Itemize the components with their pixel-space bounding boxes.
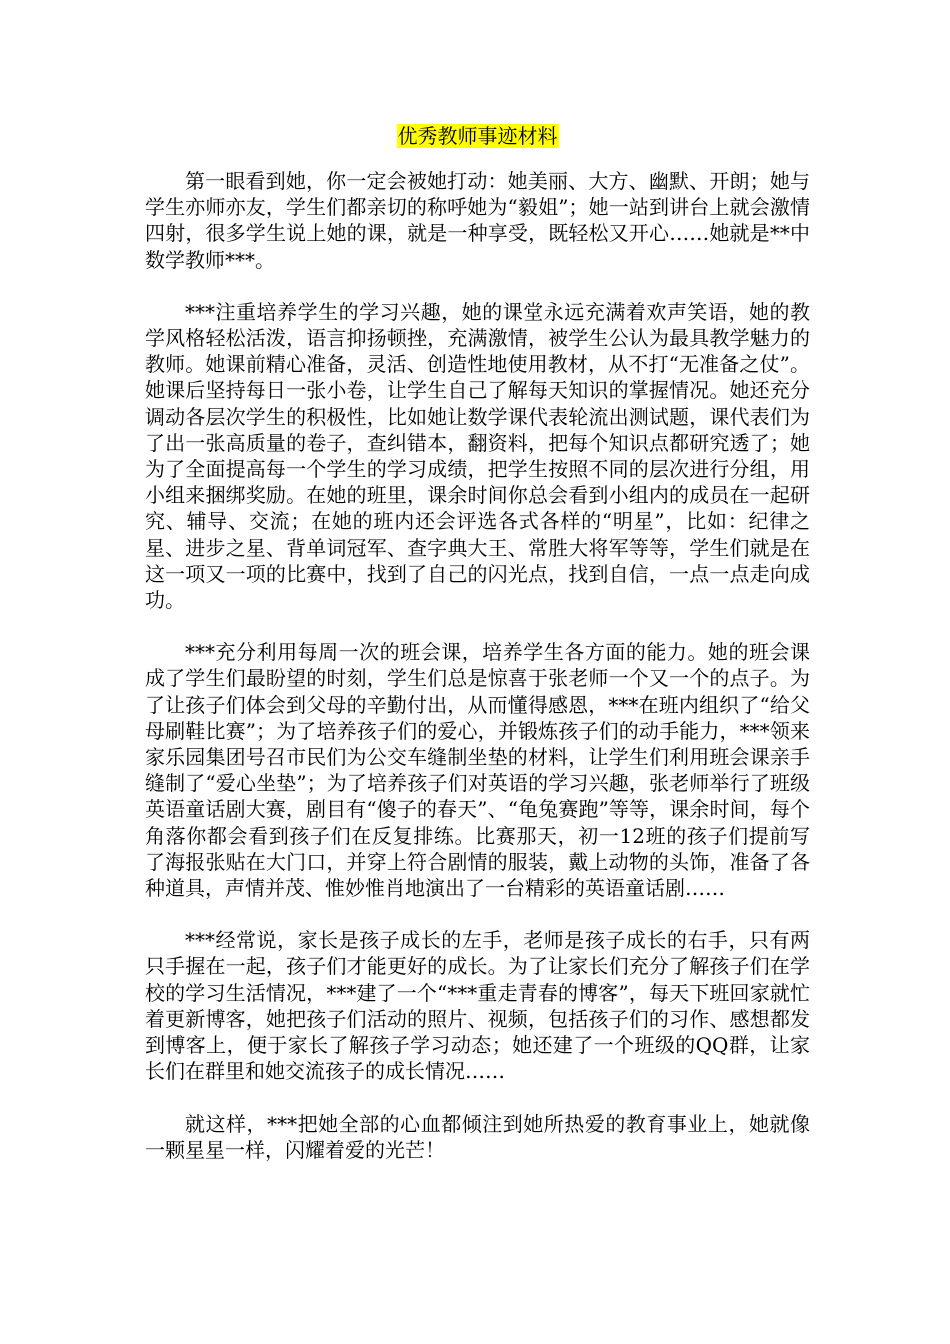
paragraph-teaching: ***注重培养学生的学习兴趣，她的课堂永远充满着欢声笑语，她的教学风格轻松活泼，语言抑扬顿挫，充满激情，被学生公认为最具教学魅力的教师。她课前精心准备，灵活、创造性地使用教材，从不打“无准备之仗”。她课后坚持每日一张小卷，让学生自己了解每天知识的掌握情况。她还充分调动各层次学生的积极性，比如她让数学课代表轮流出测试题，课代表们为了出一张高质量的卷子，查纠错本，翻资料，把每个知识点都研究透了；她为了全面提高每一个学生的学习成绩，把学生按照不同的层次进行分组，用小组来捆绑奖励。在她的班里，课余时间你总会看到小组内的成员在一起研究、辅导、交流；在她的班内还会评选各式各样的“明星”，比如：纪律之星、进步之星、背单词冠军、查字典大王、常胜大将军等等，学生们就是在这一项又一项的比赛中，找到了自己的闪光点，找到自信，一点一点走向成功。: [145, 299, 810, 613]
paragraph-conclusion: 就这样，***把她全部的心血都倾注到她所热爱的教育事业上，她就像一颗星星一样，闪耀着爱的光芒！: [145, 1111, 810, 1162]
paragraph-parents: ***经常说，家长是孩子成长的左手，老师是孩子成长的右手，只有两只手握在一起，孩子们才能更好的成长。为了让家长们充分了解孩子们在学校的学习生活情况，***建了一个“***重走青春的博客”，每天下班回家就忙着更新博客，她把孩子们活动的照片、视频，包括孩子们的习作、感想都发到博客上，便于家长了解孩子学习动态；她还建了一个班级的QQ群，让家长们在群里和她交流孩子的成长情况……: [145, 928, 810, 1084]
title-block: [145, 121, 810, 151]
paragraph-intro: 第一眼看到她，你一定会被她打动：她美丽、大方、幽默、开朗；她与学生亦师亦友，学生们都亲切的称呼她为“毅姐”；她一站到讲台上就会激情四射，很多学生说上她的课，就是一种享受，既轻松又开心……她就是**中数学教师***。: [145, 169, 810, 272]
paragraph-class-meeting: ***充分利用每周一次的班会课，培养学生各方面的能力。她的班会课成了学生们最盼望的时刻，学生们总是惊喜于张老师一个又一个的点子。为了让孩子们体会到父母的辛勤付出，从而懂得感恩，***在班内组织了“给父母刷鞋比赛”；为了培养孩子们的爱心，并锻炼孩子们的动手能力，***领来家乐园集团号召市民们为公交车缝制坐垫的材料，让学生们利用班会课亲手缝制了“爱心坐垫”；为了培养孩子们对英语的学习兴趣，张老师举行了班级英语童话剧大赛，剧目有“傻子的春天”、“龟兔赛跑”等等，课余时间，每个角落你都会看到孩子们在反复排练。比赛那天，初一12班的孩子们提前写了海报张贴在大门口，并穿上符合剧情的服装，戴上动物的头饰，准备了各种道具，声情并茂、惟妙惟肖地演出了一台精彩的英语童话剧……: [145, 640, 810, 901]
document-title: 优秀教师事迹材料: [397, 124, 558, 148]
document-page: [145, 121, 810, 1189]
